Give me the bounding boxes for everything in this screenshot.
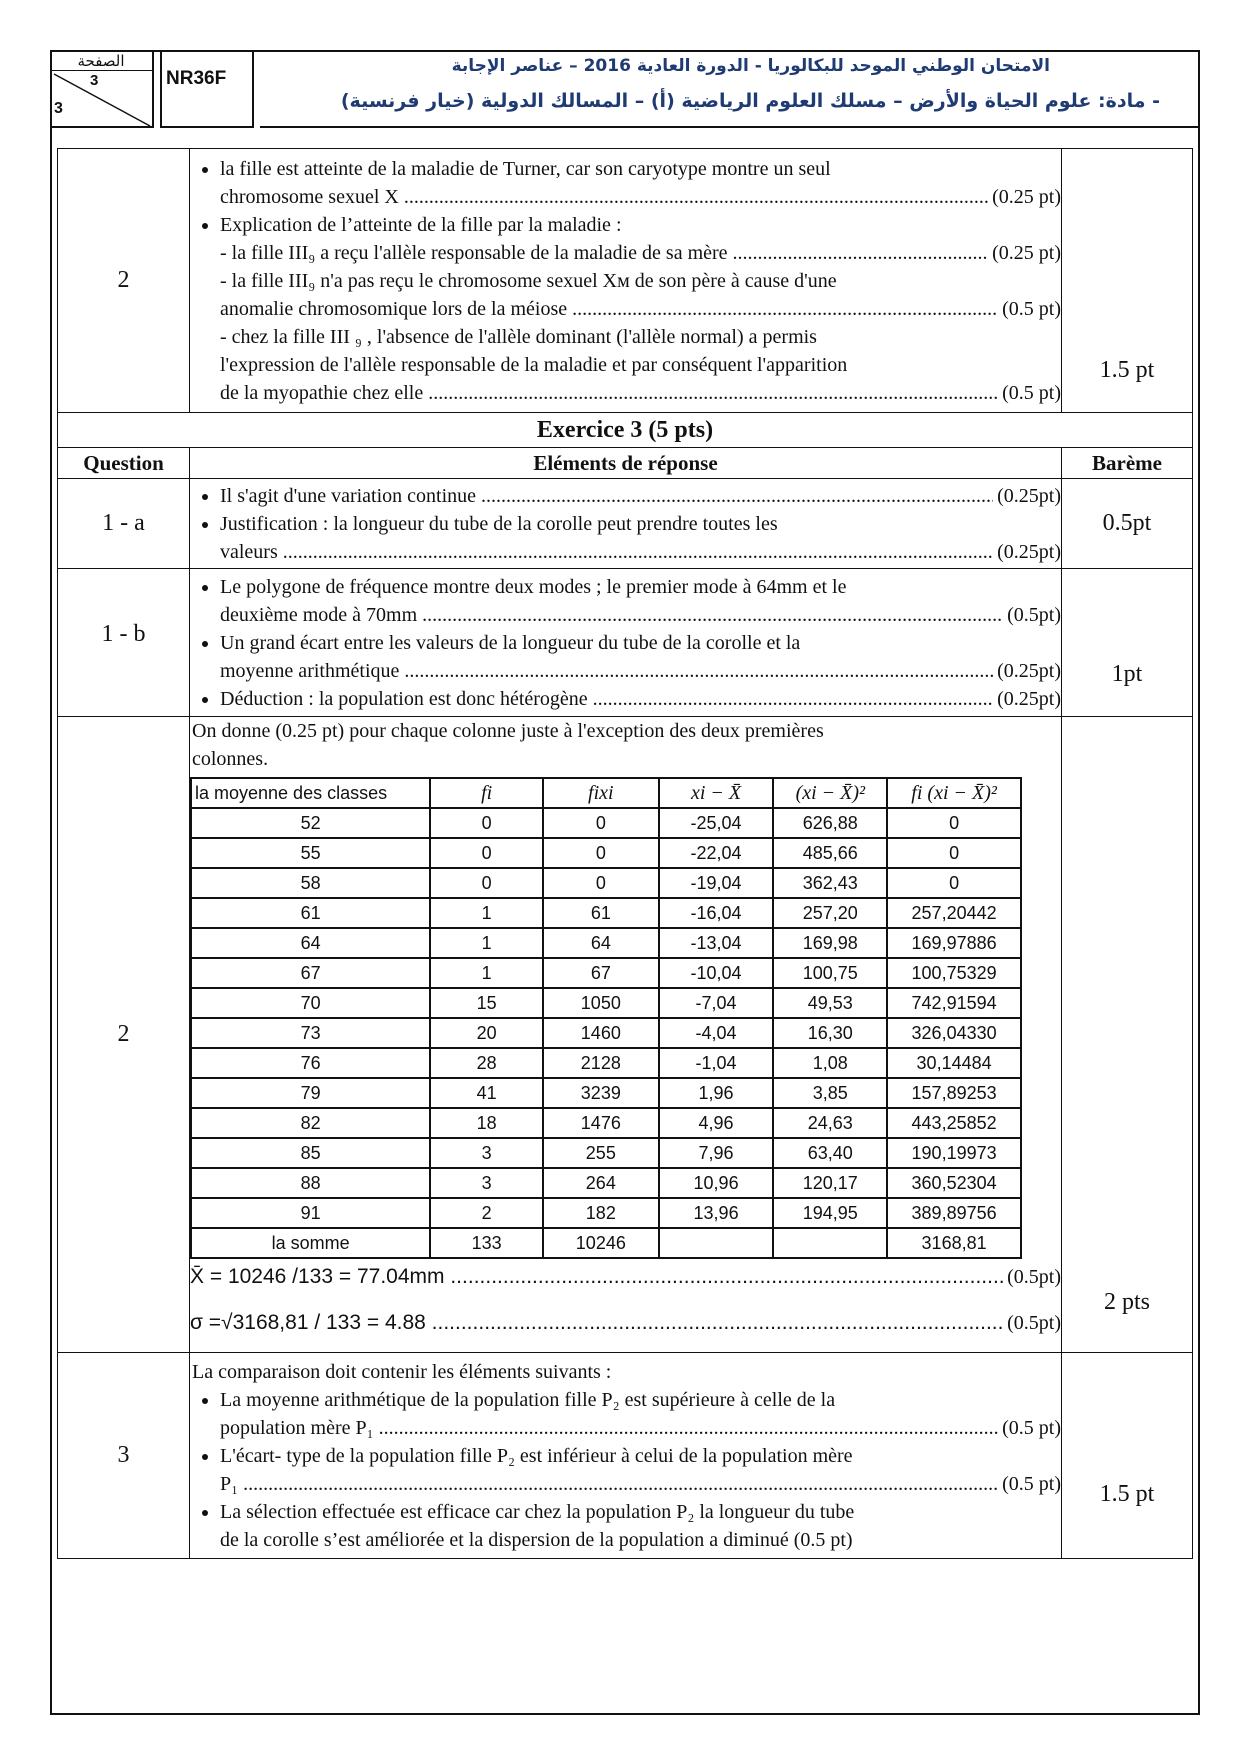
calc-table-header xyxy=(191,778,1021,808)
calc-table-header-cell: fi xyxy=(430,778,543,808)
answer-elements xyxy=(190,149,1062,413)
calc-table-cell: 1,96 xyxy=(659,1078,774,1108)
calc-table-cell: 64 xyxy=(543,928,659,958)
page-label: الصفحة xyxy=(77,52,125,70)
calc-table-cell: 1050 xyxy=(543,988,659,1018)
page-total: 3 xyxy=(54,100,63,117)
calc-table-row xyxy=(191,1198,1021,1228)
calc-table-cell: 3,85 xyxy=(773,1078,887,1108)
table-row xyxy=(58,569,1193,717)
calc-table-cell: 70 xyxy=(191,988,430,1018)
calc-table-sum-cell xyxy=(773,1228,887,1258)
list-item: • La moyenne arithmétique de la population fille P₂ est supérieure à celle de la population mère P₁ ..... (0.5 pt) xyxy=(220,1386,1061,1442)
calc-table-cell: 63,40 xyxy=(773,1138,887,1168)
calc-table-cell: 389,89756 xyxy=(887,1198,1021,1228)
calc-table-cell: 20 xyxy=(430,1018,543,1048)
calc-table-cell: 1 xyxy=(430,898,543,928)
column-header-row xyxy=(58,448,1193,479)
calc-table-cell: 30,14484 xyxy=(887,1048,1021,1078)
calc-table-cell: 0 xyxy=(543,868,659,898)
table-intro-2: colonnes. xyxy=(192,748,269,770)
calc-table-cell: 360,52304 xyxy=(887,1168,1021,1198)
question-number: 1 - b xyxy=(58,569,190,717)
title-line-2: - مادة: علوم الحياة والأرض – مسلك العلوم الرياضية (أ) – المسالك الدولية (خيار فرنسية) xyxy=(340,90,1160,112)
calc-table-body xyxy=(191,808,1021,1258)
calc-table-cell: 3 xyxy=(430,1138,543,1168)
bareme-value: 2 pts xyxy=(1062,717,1193,1353)
calc-table-cell: 73 xyxy=(191,1018,430,1048)
answer-table xyxy=(57,148,1193,1559)
calc-table-cell: 257,20442 xyxy=(887,898,1021,928)
table-row xyxy=(58,717,1193,1353)
list-item: • Un grand écart entre les valeurs de la longueur du tube de la corolle et la moyenne arithmétique ..... (0.25pt) xyxy=(220,629,1061,685)
calc-table-cell: 264 xyxy=(543,1168,659,1198)
list-item: • Justification : la longueur du tube de la corolle peut prendre toutes les valeurs ..... (0.25pt) xyxy=(220,510,1061,566)
bareme-value: 1pt xyxy=(1062,569,1193,717)
calc-table-sum-cell: 133 xyxy=(430,1228,543,1258)
title-line-1: الامتحان الوطني الموحد للبكالوريا - الدورة العادية 2016 – عناصر الإجابة xyxy=(451,56,1050,76)
calc-table-cell: 52 xyxy=(191,808,430,838)
header-question: Question xyxy=(58,448,190,479)
calc-table-cell: -16,04 xyxy=(659,898,774,928)
question-number: 2 xyxy=(58,717,190,1353)
calc-table-sum-cell xyxy=(659,1228,774,1258)
calc-table-cell: 0 xyxy=(887,838,1021,868)
calc-table-cell: 91 xyxy=(191,1198,430,1228)
answer-elements xyxy=(190,569,1062,717)
calc-table-cell: 88 xyxy=(191,1168,430,1198)
calc-table-cell: 55 xyxy=(191,838,430,868)
calc-table-cell: 169,98 xyxy=(773,928,887,958)
calc-table-cell: 100,75 xyxy=(773,958,887,988)
calc-table-cell: 3 xyxy=(430,1168,543,1198)
calc-table-cell: 169,97886 xyxy=(887,928,1021,958)
calc-table-cell: 67 xyxy=(191,958,430,988)
calc-table-cell: 7,96 xyxy=(659,1138,774,1168)
list-item: • Déduction : la population est donc hétérogène ..... (0.25pt) xyxy=(220,685,1061,713)
list-item: • Le polygone de fréquence montre deux modes ; le premier mode à 64mm et le deuxième mode à 70mm ..... (0.5pt) xyxy=(220,573,1061,629)
calc-table-header-cell: xi − X̄ xyxy=(659,778,774,808)
calc-table-header-cell: fixi xyxy=(543,778,659,808)
calc-table-cell: 24,63 xyxy=(773,1108,887,1138)
calc-table-row xyxy=(191,1078,1021,1108)
calc-table-cell: 61 xyxy=(191,898,430,928)
calc-table-cell: 0 xyxy=(543,838,659,868)
calc-table-row xyxy=(191,898,1021,928)
calc-table-cell: -19,04 xyxy=(659,868,774,898)
calc-table-cell: -25,04 xyxy=(659,808,774,838)
calc-table-cell: 257,20 xyxy=(773,898,887,928)
calc-table-cell: 362,43 xyxy=(773,868,887,898)
table-row xyxy=(58,149,1193,413)
calc-table-cell: 82 xyxy=(191,1108,430,1138)
calc-table-header-cell: (xi − X̄)² xyxy=(773,778,887,808)
calc-table-cell: 49,53 xyxy=(773,988,887,1018)
calc-table-cell: 41 xyxy=(430,1078,543,1108)
calc-table-cell: 0 xyxy=(430,808,543,838)
exam-code: NR36F xyxy=(160,50,254,128)
calc-table-row xyxy=(191,958,1021,988)
calc-table-cell: 194,95 xyxy=(773,1198,887,1228)
calc-table-row xyxy=(191,928,1021,958)
page-number-box xyxy=(50,50,154,128)
calc-table-row xyxy=(191,1018,1021,1048)
calc-table-cell: 2128 xyxy=(543,1048,659,1078)
calc-table-cell: 85 xyxy=(191,1138,430,1168)
bareme-value: 1.5 pt xyxy=(1062,149,1193,413)
calc-table-cell: 0 xyxy=(543,808,659,838)
answer-elements: La comparaison doit contenir les éléments suivants : • La moyenne arithmétique de la population fille P₂ est supérieure à celle de la population mère P₁ ..... (0.5 pt) • L'écart- type de la population fille P₂ est inférieur à celui de la population mère P₁ ..... (0.5 pt) • La sélection effectuée est efficace car chez la population P₂ la longueur du tube de la corolle s’est améliorée et la dispersion de la population a diminué (0.5 pt) xyxy=(190,1353,1062,1559)
calc-table-row xyxy=(191,1108,1021,1138)
answer-elements xyxy=(190,479,1062,569)
bareme-value: 0.5pt xyxy=(1062,479,1193,569)
calc-table-row xyxy=(191,868,1021,898)
calc-table-cell: 1 xyxy=(430,928,543,958)
calc-table-cell: -10,04 xyxy=(659,958,774,988)
calc-table-cell: 2 xyxy=(430,1198,543,1228)
calc-table-cell: -7,04 xyxy=(659,988,774,1018)
calc-table-header-cell: fi (xi − X̄)² xyxy=(887,778,1021,808)
question-number: 1 - a xyxy=(58,479,190,569)
table-intro-1: On donne (0.25 pt) pour chaque colonne juste à l'exception des deux premières xyxy=(192,720,824,742)
calc-table-row xyxy=(191,838,1021,868)
page-box-diagonal xyxy=(50,70,154,128)
calc-table-header-cell: la moyenne des classes xyxy=(191,778,430,808)
calc-table-cell: 443,25852 xyxy=(887,1108,1021,1138)
calc-table-sum-cell: 10246 xyxy=(543,1228,659,1258)
calc-table-cell: 79 xyxy=(191,1078,430,1108)
calc-table-row xyxy=(191,1138,1021,1168)
calc-table-cell: 1460 xyxy=(543,1018,659,1048)
calc-table-row xyxy=(191,1048,1021,1078)
calc-table-cell: 0 xyxy=(430,868,543,898)
calc-table-cell: 18 xyxy=(430,1108,543,1138)
question-number: 2 xyxy=(58,149,190,413)
calc-table-cell: 182 xyxy=(543,1198,659,1228)
exercise-title: Exercice 3 (5 pts) xyxy=(58,413,1193,448)
calc-table-cell: 76 xyxy=(191,1048,430,1078)
calc-table-cell: 15 xyxy=(430,988,543,1018)
calc-table-cell: 61 xyxy=(543,898,659,928)
exercise-title-row xyxy=(58,413,1193,448)
calc-table-cell: 742,91594 xyxy=(887,988,1021,1018)
calc-table-cell: 1 xyxy=(430,958,543,988)
table-row xyxy=(58,479,1193,569)
bareme-value: 1.5 pt xyxy=(1062,1353,1193,1559)
std-formula: σ =√3168,81 / 133 = 4.88 ..... (0.5pt) xyxy=(190,1309,1061,1337)
calc-table-cell: 13,96 xyxy=(659,1198,774,1228)
calc-table-cell: -13,04 xyxy=(659,928,774,958)
header-bareme: Barème xyxy=(1062,448,1193,479)
header-elements: Eléments de réponse xyxy=(190,448,1062,479)
calc-table-cell: 100,75329 xyxy=(887,958,1021,988)
list-item: • la fille est atteinte de la maladie de Turner, car son caryotype montre un seul chromosome sexuel X ..... (0.25 pt) xyxy=(220,155,1061,211)
calc-table-cell: 67 xyxy=(543,958,659,988)
calc-table-sum-cell: 3168,81 xyxy=(887,1228,1021,1258)
table-row xyxy=(58,1353,1193,1559)
calc-table-cell: -1,04 xyxy=(659,1048,774,1078)
calc-table-cell: 626,88 xyxy=(773,808,887,838)
calc-table-cell: 0 xyxy=(430,838,543,868)
list-item: • La sélection effectuée est efficace car chez la population P₂ la longueur du tube de la corolle s’est améliorée et la dispersion de la population a diminué (0.5 pt) xyxy=(220,1498,1061,1554)
answer-elements xyxy=(190,717,1062,1353)
calc-table xyxy=(190,777,1022,1259)
calc-table-cell: 326,04330 xyxy=(887,1018,1021,1048)
list-item: • L'écart- type de la population fille P₂ est inférieur à celui de la population mère P₁ ..... (0.5 pt) xyxy=(220,1442,1061,1498)
calc-table-cell: 0 xyxy=(887,868,1021,898)
calc-table-cell: 10,96 xyxy=(659,1168,774,1198)
list-item: • Explication de l’atteinte de la fille par la maladie : - la fille III₉ a reçu l'allèle responsable de la maladie de sa mère ..... (0.25 pt) - la fille III₉ n'a pas reçu le chromosome sexuel Xᴍ de son père à cause d'une anomalie chromosomique lors de la méiose ..... (0.5 pt) - chez la fille III ₉ , l'absence de l'allèle dominant (l'allèle normal) a permis l'expression de l'allèle responsable de la maladie et par conséquent l'apparition de la myopathie chez elle ..... (0.5 pt) xyxy=(220,211,1061,407)
calc-table-cell: 255 xyxy=(543,1138,659,1168)
calc-table-cell: 3239 xyxy=(543,1078,659,1108)
calc-table-row xyxy=(191,988,1021,1018)
calc-table-cell: 1476 xyxy=(543,1108,659,1138)
calc-table-cell: 190,19973 xyxy=(887,1138,1021,1168)
calc-table-cell: 120,17 xyxy=(773,1168,887,1198)
calc-table-cell: 1,08 xyxy=(773,1048,887,1078)
calc-table-cell: 4,96 xyxy=(659,1108,774,1138)
calc-table-cell: 0 xyxy=(887,808,1021,838)
exam-title xyxy=(260,50,1200,128)
page-header xyxy=(50,50,1200,128)
calc-table-sum-row xyxy=(191,1228,1021,1258)
list-item: • Il s'agit d'une variation continue ..... (0.25pt) xyxy=(220,482,1061,510)
calc-table-cell: 157,89253 xyxy=(887,1078,1021,1108)
page-number: 3 xyxy=(90,72,99,89)
calc-table-cell: -4,04 xyxy=(659,1018,774,1048)
calc-table-cell: 16,30 xyxy=(773,1018,887,1048)
calc-table-cell: 28 xyxy=(430,1048,543,1078)
calc-table-cell: 64 xyxy=(191,928,430,958)
question-number: 3 xyxy=(58,1353,190,1559)
calc-table-cell: 485,66 xyxy=(773,838,887,868)
calc-table-cell: -22,04 xyxy=(659,838,774,868)
calc-table-row xyxy=(191,808,1021,838)
calc-table-sum-cell: la somme xyxy=(191,1228,430,1258)
calc-table-row xyxy=(191,1168,1021,1198)
calc-table-cell: 58 xyxy=(191,868,430,898)
mean-formula: X̄ = 10246 /133 = 77.04mm ..... (0.5pt) xyxy=(190,1263,1061,1291)
